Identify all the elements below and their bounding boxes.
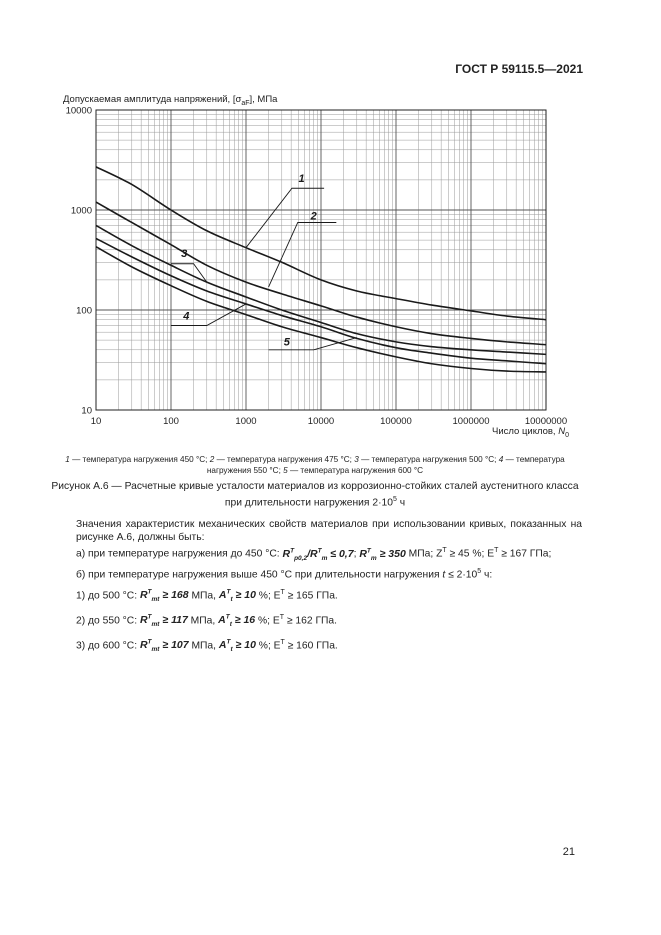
curve-label-4: 4 [183, 310, 190, 323]
condition-a: а) при температуре нагружения до 450 °С: $R^T_{p0,2}/R^T_m \le 0,7$; $R^T_m \ge 350$ МПа; $Z^T \ge 45$ %; $E^T \ge 167$ ГПа; [76, 547, 552, 562]
figure-caption: Рисунок А.6 — Расчетные кривые усталости материалов из коррозионно-стойких сталей аустенитного класса при длительности нагружения $2\cdot 10^5$ ч [51, 481, 579, 509]
condition-item-1: 1) до 500 °С: $R^T_{mt} \ge 168$ МПа, $A^T_t \ge 10$ %; $E^T \ge 165$ ГПа. [76, 588, 338, 604]
y-tick-label: 10000 [65, 105, 92, 117]
x-tick-label: 100 [163, 416, 179, 427]
x-tick-label: 1000 [235, 416, 257, 427]
curve-label-2: 2 [310, 210, 317, 223]
x-tick-label: 10 [90, 416, 102, 427]
fatigue-chart [0, 0, 661, 450]
curve-label-3: 3 [181, 247, 188, 260]
y-tick-label: 100 [76, 305, 92, 317]
y-tick-label: 1000 [70, 205, 92, 217]
tick-labels [66, 106, 568, 428]
x-axis-title: Число циклов, $N_0$ [491, 426, 569, 439]
x-tick-label: 10000000 [524, 416, 568, 427]
page-number: 21 [562, 846, 575, 858]
curve-label-1: 1 [298, 173, 305, 186]
x-tick-label: 10000 [307, 416, 335, 427]
condition-item-3: 3) до 600 °С: $R^T_{mt} \ge 107$ МПа, $A^T_t \ge 10$ %; $E^T \ge 160$ ГПа. [76, 638, 338, 654]
x-tick-label: 100000 [380, 416, 412, 427]
document-code: ГОСТ Р 59115.5—2021 [455, 62, 583, 76]
curve-label-5: 5 [283, 336, 290, 349]
x-tick-label: 1000000 [452, 416, 490, 427]
condition-item-2: 2) до 550 °С: $R^T_{mt} \ge 117$ МПа, $A^T_t \ge 16$ %; $E^T \ge 162$ ГПа. [76, 613, 338, 629]
y-axis-title: Допускаемая амплитуда напряжений, $[\sigma_{aF}]$, МПа [63, 94, 278, 107]
conditions-list [76, 544, 582, 657]
y-tick-label: 10 [81, 405, 92, 417]
figure-legend: 1 — температура нагружения 450 °С; 2 — температура нагружения 475 °С; 3 — температура нагружения 500 °С; 4 — температура нагружения 550 °С; 5 — температура нагружения 600 °С [65, 455, 565, 475]
condition-b: б) при температуре нагружения выше 450 °С при длительности нагружения $t \le 2\cdot 10^5$ ч: [76, 568, 493, 581]
intro-paragraph: Значения характеристик механических свойств материалов при использовании кривых, показанных на рисунке А.6, должны быть: [76, 519, 582, 543]
